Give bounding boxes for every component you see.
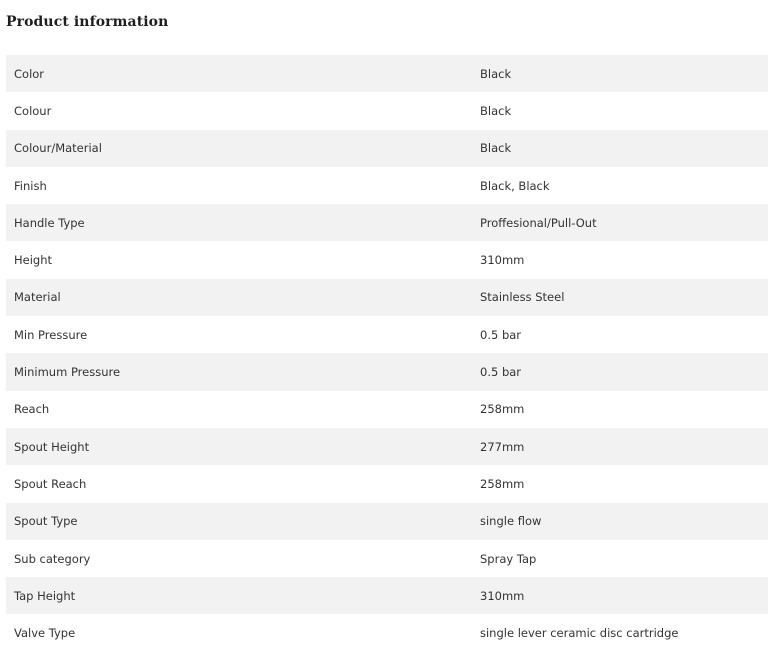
spec-value: Stainless Steel	[480, 290, 565, 305]
table-row	[6, 428, 768, 465]
spec-label: Reach	[14, 402, 50, 417]
table-row	[6, 503, 768, 540]
spec-value: 277mm	[480, 439, 525, 454]
spec-value: 310mm	[480, 588, 525, 603]
spec-label: Colour/Material	[14, 141, 102, 156]
table-row	[6, 204, 768, 241]
spec-value: single lever ceramic disc cartridge	[480, 626, 679, 641]
table-row	[6, 465, 768, 502]
spec-label: Minimum Pressure	[14, 365, 121, 380]
table-row	[6, 577, 768, 614]
spec-label: Spout Height	[14, 439, 90, 454]
spec-value: Black	[480, 103, 512, 118]
table-row	[6, 92, 768, 129]
section-title: Product information	[6, 14, 169, 30]
table-row	[6, 55, 768, 92]
spec-label: Height	[14, 253, 53, 268]
spec-label: Handle Type	[14, 215, 85, 230]
spec-label: Colour	[14, 103, 52, 118]
spec-value: Black	[480, 141, 512, 156]
spec-label: Spout Type	[14, 514, 78, 529]
table-row	[6, 391, 768, 428]
table-row	[6, 316, 768, 353]
spec-value: 0.5 bar	[480, 327, 522, 342]
table-row	[6, 241, 768, 278]
table-row	[6, 130, 768, 167]
spec-value: Proffesional/Pull-Out	[480, 215, 597, 230]
table-row	[6, 614, 768, 651]
spec-label: Valve Type	[14, 626, 76, 641]
table-row	[6, 540, 768, 577]
spec-value: 0.5 bar	[480, 365, 522, 380]
spec-label: Sub category	[14, 551, 91, 566]
spec-value: 258mm	[480, 402, 525, 417]
spec-value: Black	[480, 66, 512, 81]
table-row	[6, 279, 768, 316]
spec-value: 310mm	[480, 253, 525, 268]
spec-label: Color	[14, 66, 45, 81]
spec-label: Tap Height	[14, 588, 76, 603]
spec-value: Spray Tap	[480, 551, 537, 566]
table-row	[6, 167, 768, 204]
product-info-table	[6, 55, 768, 652]
spec-label: Finish	[14, 178, 47, 193]
spec-value: 258mm	[480, 476, 525, 491]
spec-label: Min Pressure	[14, 327, 88, 342]
spec-label: Spout Reach	[14, 476, 87, 491]
spec-value: Black, Black	[480, 178, 550, 193]
spec-label: Material	[14, 290, 61, 305]
spec-value: single flow	[480, 514, 542, 529]
table-row	[6, 353, 768, 390]
